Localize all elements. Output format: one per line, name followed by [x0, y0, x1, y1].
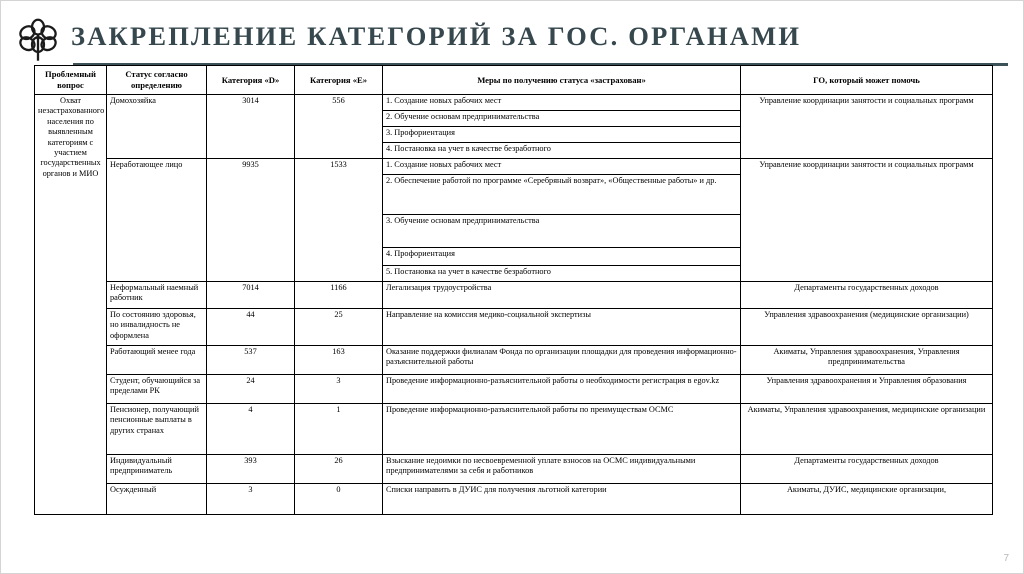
cell-category-e: 163 [295, 346, 383, 375]
cell-status: Пенсионер, получающий пенсионные выплаты в других странах [107, 404, 207, 455]
cell-category-e: 26 [295, 455, 383, 484]
col-header-category-e: Категория «E» [295, 66, 383, 95]
cell-measure: Проведение информационно-разъяснительной работы по преимуществам ОСМС [383, 404, 741, 455]
cell-measure: Оказание поддержки филиалам Фонда по организации площадки для проведения информационно-разъяснительной работы [383, 346, 741, 375]
page-title: ЗАКРЕПЛЕНИЕ КАТЕГОРИЙ ЗА ГОС. ОРГАНАМИ [71, 21, 802, 51]
table-header-row [35, 66, 993, 95]
cell-measure: 2. Обучение основам предпринимательства [383, 111, 741, 127]
cell-category-d: 44 [207, 309, 295, 346]
table-row [35, 159, 993, 175]
cell-category-e: 1533 [295, 159, 383, 282]
cell-category-e: 556 [295, 95, 383, 159]
cell-category-d: 4 [207, 404, 295, 455]
table-row [35, 346, 993, 375]
col-header-category-d: Категория «D» [207, 66, 295, 95]
cell-org: Управление координации занятости и социальных программ [741, 95, 993, 159]
cell-category-d: 7014 [207, 282, 295, 309]
cell-status: Работающий менее года [107, 346, 207, 375]
cell-status: По состоянию здоровья, но инвалидность не оформлена [107, 309, 207, 346]
cell-category-e: 1166 [295, 282, 383, 309]
cell-measure: 1. Создание новых рабочих мест [383, 95, 741, 111]
cell-category-d: 3 [207, 484, 295, 515]
col-header-status: Статус согласно определению [107, 66, 207, 95]
cell-category-d: 9935 [207, 159, 295, 282]
cell-status: Индивидуальный предприниматель [107, 455, 207, 484]
cell-status: Осужденный [107, 484, 207, 515]
cell-category-d: 537 [207, 346, 295, 375]
cell-org: Акиматы, Управления здравоохранения, Управления предпринимательства [741, 346, 993, 375]
cell-measure: 5. Постановка на учет в качестве безработного [383, 266, 741, 282]
table-row [35, 455, 993, 484]
cell-measure: 4. Профориентация [383, 248, 741, 266]
cell-status: Студент, обучающийся за пределами РК [107, 375, 207, 404]
cell-measure: Взыскание недоимки по несвоевременной уплате взносов на ОСМС индивидуальными предпринимателями за себя и работников [383, 455, 741, 484]
page-number: 7 [1003, 553, 1009, 564]
cell-measure: Легализация трудоустройства [383, 282, 741, 309]
cell-problem-question: Охват незастрахованного населения по выявленным категориям с участием государственных органов и МИО [35, 95, 107, 515]
table-row [35, 282, 993, 309]
col-header-org: ГО, который может помочь [741, 66, 993, 95]
cell-org: Управление координации занятости и социальных программ [741, 159, 993, 282]
cell-org: Департаменты государственных доходов [741, 282, 993, 309]
cell-org: Акиматы, Управления здравоохранения, медицинские организации [741, 404, 993, 455]
cell-category-e: 0 [295, 484, 383, 515]
cell-measure: Направление на комиссия медико-социальной экспертизы [383, 309, 741, 346]
slide-header [1, 15, 1024, 63]
col-header-problem: Проблемный вопрос [35, 66, 107, 95]
cell-measure: Проведение информационно-разъяснительной работы о необходимости регистрация в egov.kz [383, 375, 741, 404]
cell-org: Управления здравоохранения и Управления образования [741, 375, 993, 404]
categories-table [34, 65, 993, 515]
table-row [35, 95, 993, 111]
cell-measure: 4. Постановка на учет в качестве безработного [383, 143, 741, 159]
table-row [35, 484, 993, 515]
table-row [35, 404, 993, 455]
cell-category-d: 24 [207, 375, 295, 404]
cell-measure: 3. Обучение основам предпринимательства [383, 215, 741, 248]
cell-status: Неработающее лицо [107, 159, 207, 282]
kazakh-ornament-logo-icon [15, 17, 61, 63]
cell-status: Домохозяйка [107, 95, 207, 159]
cell-measure: 3. Профориентация [383, 127, 741, 143]
table-row [35, 375, 993, 404]
cell-org: Департаменты государственных доходов [741, 455, 993, 484]
col-header-measures: Меры по получению статуса «застрахован» [383, 66, 741, 95]
categories-table-wrapper [34, 65, 992, 515]
cell-category-e: 3 [295, 375, 383, 404]
cell-status: Неформальный наемный работник [107, 282, 207, 309]
cell-category-d: 393 [207, 455, 295, 484]
cell-measure: 2. Обеспечение работой по программе «Серебряный возврат», «Общественные работы» и др. [383, 175, 741, 215]
cell-org: Акиматы, ДУИС, медицинские организации, [741, 484, 993, 515]
cell-category-d: 3014 [207, 95, 295, 159]
cell-measure: 1. Создание новых рабочих мест [383, 159, 741, 175]
cell-org: Управления здравоохранения (медицинские организации) [741, 309, 993, 346]
cell-category-e: 25 [295, 309, 383, 346]
table-row [35, 309, 993, 346]
cell-measure: Списки направить в ДУИС для получения льготной категории [383, 484, 741, 515]
cell-category-e: 1 [295, 404, 383, 455]
